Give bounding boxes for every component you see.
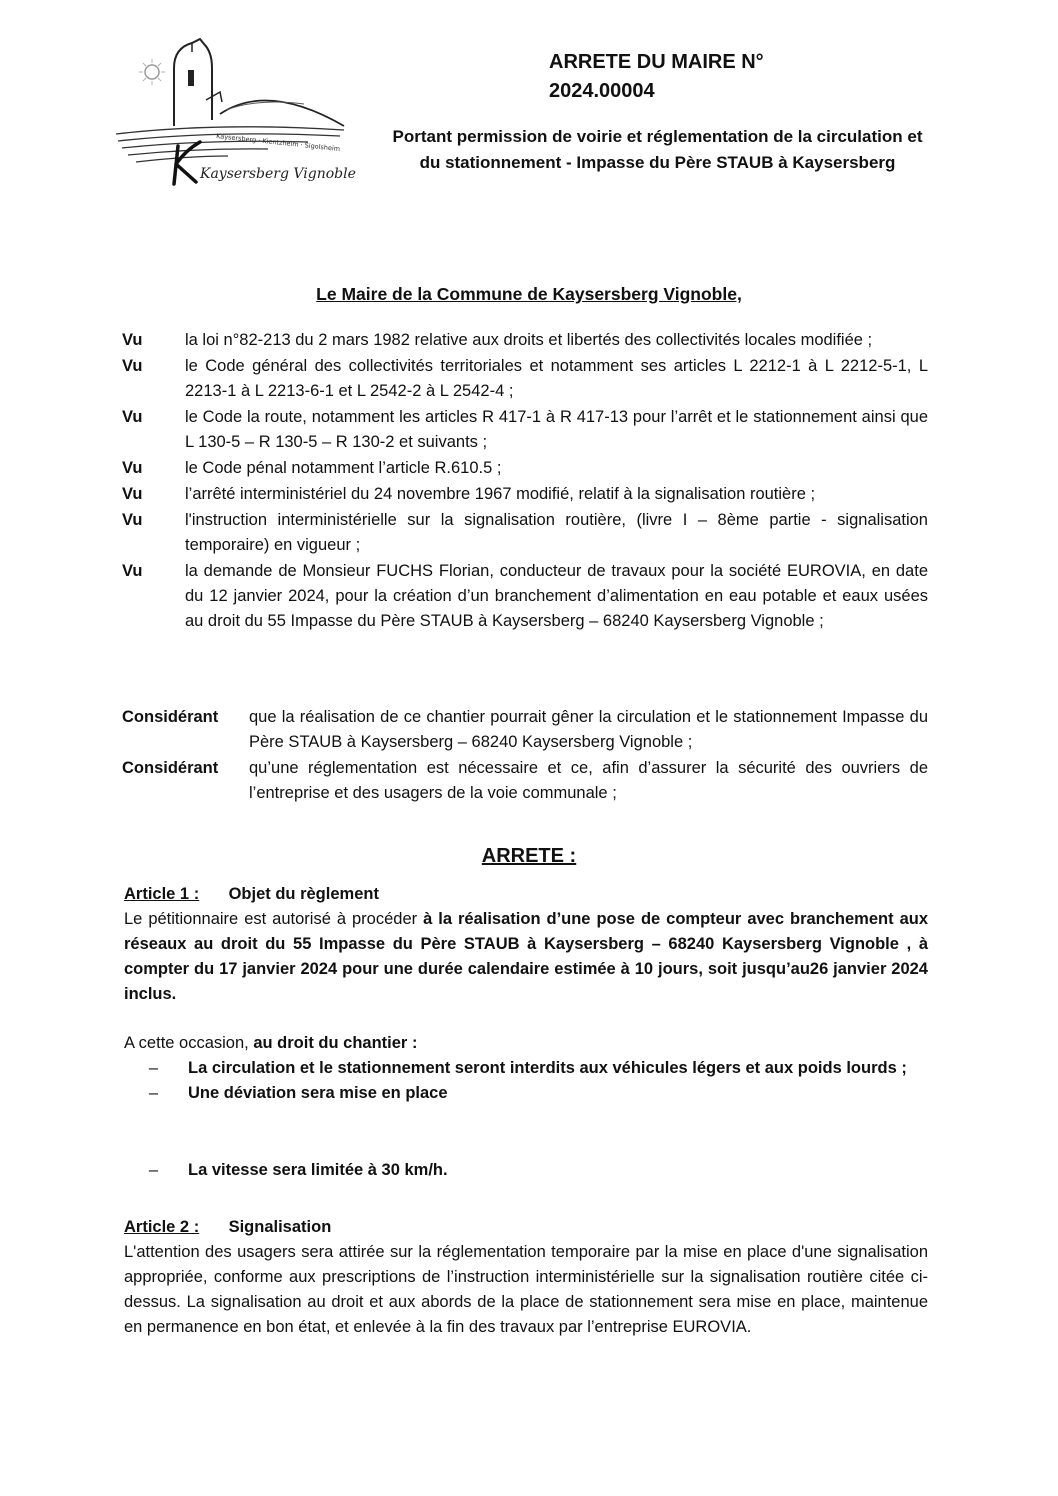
bullet-text: La vitesse sera limitée à 30 km/h.: [188, 1161, 448, 1179]
list-item: [124, 1056, 928, 1081]
vu-item: [122, 559, 928, 634]
mayor-line: Le Maire de la Commune de Kaysersberg Vignoble,: [316, 284, 742, 304]
article-1-occasion: [124, 1031, 928, 1056]
considerant-text: que la réalisation de ce chantier pourrait gêner la circulation et le stationnement Impasse du Père STAUB à Kaysersberg – 68240 Kaysersberg Vignoble ;: [249, 708, 928, 751]
vu-item: [122, 354, 928, 404]
vu-item: [122, 405, 928, 455]
title-block: [385, 48, 930, 176]
considerant-text: qu’une réglementation est nécessaire et ce, afin d’assurer la sécurité des ouvriers de l’entreprise et des usagers de la voie communale ;: [249, 759, 928, 802]
list-gap: [124, 1106, 928, 1158]
vu-label: Vu: [122, 485, 143, 503]
vu-item: [122, 328, 928, 353]
vu-text: le Code pénal notamment l’article R.610.5 ;: [185, 459, 502, 477]
considerant-item: [122, 705, 928, 755]
logo-towns-text: Kaysersberg · Kientzheim · Sigolsheim: [215, 132, 341, 154]
article-1-bullets: [124, 1056, 928, 1183]
bullet-text: La circulation et le stationnement seront interdits aux véhicules légers et aux poids lourds ;: [188, 1059, 907, 1077]
article-1: [124, 882, 928, 1183]
bullet-dash: –: [148, 1084, 158, 1102]
arrete-subject: Portant permission de voirie et réglementation de la circulation et du stationnement - Impasse du Père STAUB à Kaysersberg: [392, 127, 923, 172]
vu-text: le Code la route, notamment les articles R 417-1 à R 417-13 pour l’arrêt et le stationnement ainsi que L 130-5 – R 130-5 – R 130-2 et suivants ;: [185, 408, 928, 451]
article-1-body: [124, 907, 928, 1007]
vu-text: l’arrêté interministériel du 24 novembre 1967 modifié, relatif à la signalisation routière ;: [185, 485, 816, 503]
logo-graphic: [108, 38, 360, 188]
article-1-title: Objet du règlement: [228, 885, 379, 903]
occasion-text: A cette occasion,: [124, 1034, 249, 1052]
bullet-dash: –: [148, 1059, 158, 1077]
logo-brand-text: Kaysersberg Vignoble: [200, 166, 356, 182]
vu-label: Vu: [122, 331, 143, 349]
vu-label: Vu: [122, 459, 143, 477]
article-2-title: Signalisation: [228, 1218, 332, 1236]
vu-item: [122, 508, 928, 558]
vu-label: Vu: [122, 408, 143, 426]
article-2-body: L'attention des usagers sera attirée sur la réglementation temporaire par la mise en place d'une signalisation appropriée, conforme aux prescriptions de l’instruction interministérielle sur la signalisation routière citée ci-dessus. La signalisation au droit et aux abords de la place de stationnement sera mise en place, maintenue en permanence en bon état, et enlevée à la fin des travaux par l’entreprise EUROVIA.: [124, 1243, 928, 1336]
article-1-intro: Le pétitionnaire est autorisé à procéder: [124, 910, 418, 928]
vu-text: la loi n°82-213 du 2 mars 1982 relative aux droits et libertés des collectivités locales modifiée ;: [185, 331, 873, 349]
bullet-dash: –: [148, 1161, 158, 1179]
bullet-text: Une déviation sera mise en place: [188, 1084, 448, 1102]
article-1-intro-bold: à la réalisation d’une pose de compteur avec branchement aux réseaux au droit du 55 Impasse du Père STAUB à Kaysersberg – 68240 Kaysersberg Vignoble , à compter du 17 janvier 2024 pour une durée calendaire estimée à 10 jours, soit jusqu’au26 janvier 2024 inclus.: [124, 910, 929, 1003]
arrete-title-line1: ARRETE DU MAIRE N°: [549, 51, 764, 73]
vu-item: [122, 456, 928, 481]
vu-label: Vu: [122, 511, 143, 529]
occasion-bold: au droit du chantier :: [253, 1034, 418, 1052]
vu-label: Vu: [122, 562, 143, 580]
vu-text: le Code général des collectivités territoriales et notamment ses articles L 2212-1 à L 2212-5-1, L 2213-1 à L 2213-6-1 et L 2542-2 à L 2542-4 ;: [185, 357, 928, 400]
considerant-label: Considérant: [122, 708, 219, 726]
article-2: [124, 1215, 928, 1340]
arrete-title-line2: 2024.00004: [549, 80, 655, 102]
article-1-number: Article 1 :: [124, 885, 200, 903]
list-item: [124, 1158, 928, 1183]
arrete-number-title: [549, 48, 930, 106]
vu-text: l'instruction interministérielle sur la signalisation routière, (livre I – 8ème partie - signalisation temporaire) en vigueur ;: [185, 511, 928, 554]
list-item: [124, 1081, 928, 1106]
vu-label: Vu: [122, 357, 143, 375]
vu-text: la demande de Monsieur FUCHS Florian, conducteur de travaux pour la société EUROVIA, en date du 12 janvier 2024, pour la création d’un branchement d’alimentation en eau potable et eaux usées au droit du 55 Impasse du Père STAUB à Kaysersberg – 68240 Kaysersberg Vignoble ;: [185, 562, 928, 630]
article-1-heading: [124, 882, 928, 907]
vu-item: [122, 482, 928, 507]
article-2-number: Article 2 :: [124, 1218, 200, 1236]
considerant-label: Considérant: [122, 759, 219, 777]
article-2-heading: [124, 1215, 928, 1240]
kaysersberg-vignoble-logo: [108, 38, 360, 188]
considerant-list: [122, 705, 928, 807]
vu-list: [122, 328, 928, 635]
considerant-item: [122, 756, 928, 806]
arrete-heading: ARRETE :: [481, 845, 577, 867]
